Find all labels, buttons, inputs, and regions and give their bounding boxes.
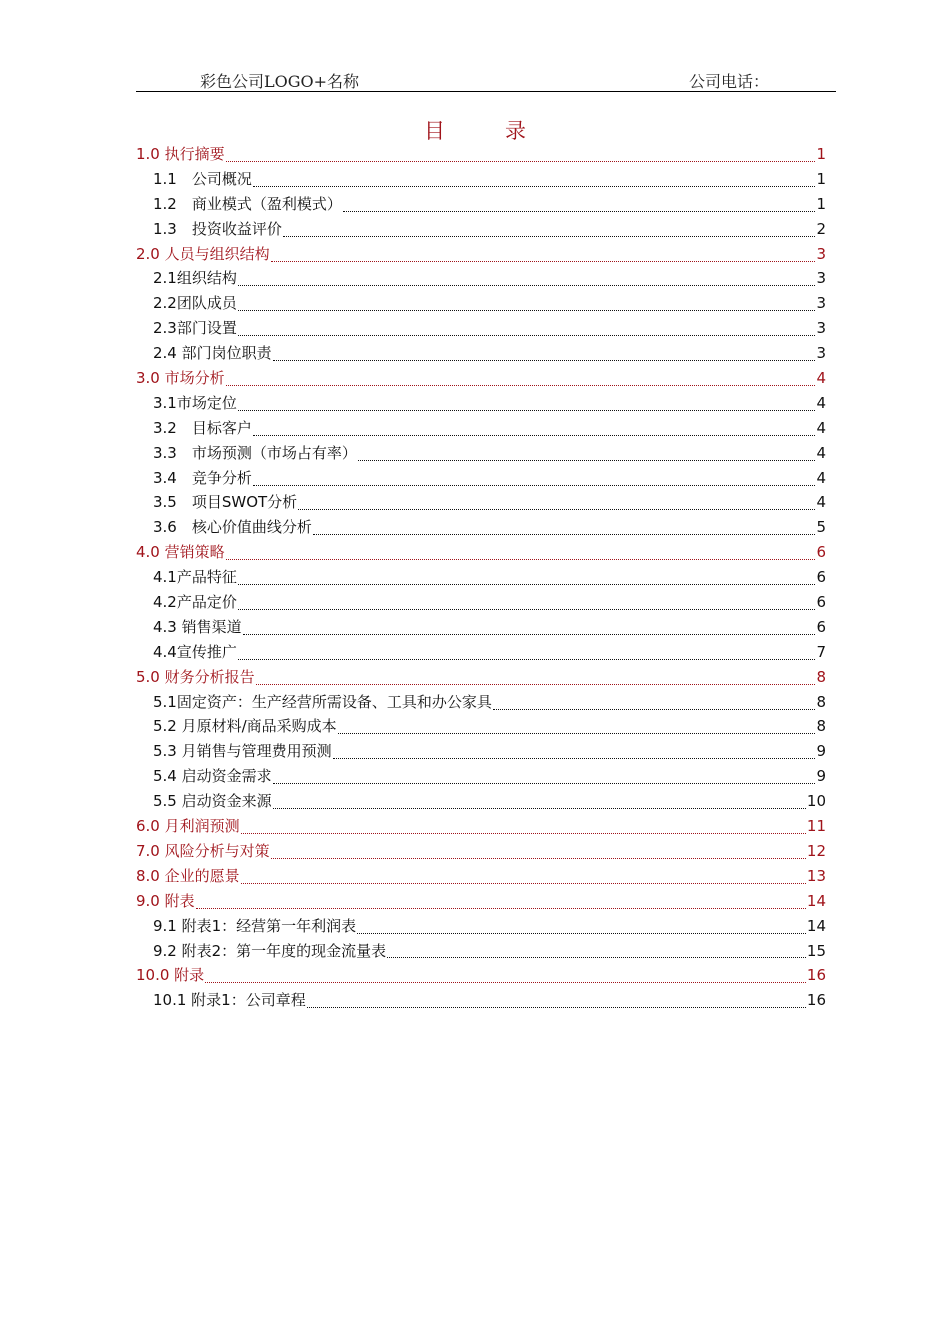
toc-entry-section[interactable]	[136, 416, 826, 441]
toc-entry-page-number: 13	[806, 866, 826, 885]
toc-entry-chapter[interactable]	[136, 665, 826, 690]
toc-entry-section[interactable]	[136, 988, 826, 1013]
toc-entry-label: 3.1市场定位	[153, 393, 237, 412]
toc-entry-chapter[interactable]	[136, 963, 826, 988]
toc-leader-dots	[238, 285, 816, 286]
toc-entry-section[interactable]	[136, 217, 826, 242]
toc-entry-label: 5.3 月销售与管理费用预测	[153, 742, 332, 761]
toc-entry-section[interactable]	[136, 291, 826, 316]
toc-entry-label: 7.0 风险分析与对策	[136, 841, 270, 860]
toc-entry-page-number: 15	[806, 941, 826, 960]
toc-entry-label: 9.2 附表2：第一年度的现金流量表	[153, 941, 387, 960]
toc-entry-label: 3.0 市场分析	[136, 369, 225, 388]
toc-leader-dots	[226, 559, 816, 560]
toc-entry-label: 5.2 月原材料/商品采购成本	[153, 717, 337, 736]
toc-entry-label: 5.1固定资产：生产经营所需设备、工具和办公家具	[153, 692, 492, 711]
toc-leader-dots	[226, 161, 816, 162]
toc-entry-page-number: 1	[816, 194, 826, 213]
toc-entry-page-number: 3	[816, 269, 826, 288]
toc-entry-label: 5.4 启动资金需求	[153, 767, 272, 786]
toc-entry-chapter[interactable]	[136, 540, 826, 565]
toc-entry-label: 6.0 月利润预测	[136, 817, 240, 836]
toc-entry-label: 2.2团队成员	[153, 294, 237, 313]
toc-entry-section[interactable]	[136, 914, 826, 939]
toc-entry-section[interactable]	[136, 764, 826, 789]
toc-entry-chapter[interactable]	[136, 366, 826, 391]
toc-entry-page-number: 4	[816, 493, 826, 512]
toc-title: 目录	[424, 119, 586, 143]
toc-leader-dots	[196, 908, 806, 909]
toc-entry-label: 1.3 投资收益评价	[153, 219, 282, 238]
toc-leader-dots	[273, 360, 816, 361]
toc-leader-dots	[241, 833, 806, 834]
toc-entry-section[interactable]	[136, 266, 826, 291]
toc-entry-label: 1.0 执行摘要	[136, 145, 225, 163]
toc-leader-dots	[358, 460, 816, 461]
toc-entry-chapter[interactable]	[136, 814, 826, 839]
toc-leader-dots	[238, 659, 816, 660]
toc-entry-section[interactable]	[136, 341, 826, 366]
toc-entry-label: 5.0 财务分析报告	[136, 667, 255, 686]
toc-entry-section[interactable]	[136, 391, 826, 416]
toc-entry-page-number: 7	[816, 642, 826, 661]
toc-entry-page-number: 6	[816, 543, 826, 562]
toc-leader-dots	[298, 509, 815, 510]
toc-entry-page-number: 10	[806, 792, 826, 811]
toc-entry-label: 9.0 附表	[136, 891, 195, 910]
toc-entry-page-number: 16	[806, 966, 826, 985]
toc-entry-page-number: 14	[806, 891, 826, 910]
toc-leader-dots	[333, 758, 816, 759]
toc-leader-dots	[238, 410, 816, 411]
toc-entry-label: 8.0 企业的愿景	[136, 866, 240, 885]
toc-entry-label: 3.3 市场预测（市场占有率）	[153, 443, 357, 462]
toc-leader-dots	[271, 858, 806, 859]
toc-entry-label: 9.1 附表1：经营第一年利润表	[153, 916, 357, 935]
toc-entry-page-number: 1	[816, 145, 826, 163]
toc-entry-chapter[interactable]	[136, 839, 826, 864]
toc-leader-dots	[256, 684, 816, 685]
toc-entry-section[interactable]	[136, 316, 826, 341]
toc-entry-section[interactable]	[136, 466, 826, 491]
toc-leader-dots	[273, 808, 806, 809]
toc-entry-label: 1.1 公司概况	[153, 169, 252, 188]
toc-entry-chapter[interactable]	[136, 142, 826, 167]
toc-entry-chapter[interactable]	[136, 889, 826, 914]
toc-leader-dots	[338, 733, 816, 734]
toc-entry-section[interactable]	[136, 565, 826, 590]
toc-leader-dots	[243, 634, 816, 635]
toc-entry-page-number: 1	[816, 169, 826, 188]
toc-entry-label: 3.6 核心价值曲线分析	[153, 518, 312, 537]
toc-leader-dots	[253, 435, 816, 436]
toc-entry-page-number: 4	[816, 468, 826, 487]
toc-entry-label: 2.3部门设置	[153, 319, 237, 338]
toc-entry-label: 10.1 附录1：公司章程	[153, 991, 306, 1010]
toc-entry-page-number: 11	[806, 817, 826, 836]
toc-leader-dots	[238, 584, 816, 585]
toc-leader-dots	[226, 385, 816, 386]
toc-entry-page-number: 3	[816, 344, 826, 363]
company-phone-label: 公司电话：	[689, 72, 770, 91]
toc-leader-dots	[241, 883, 806, 884]
toc-entry-label: 4.3 销售渠道	[153, 617, 242, 636]
toc-entry-page-number: 4	[816, 418, 826, 437]
page-header	[136, 66, 836, 92]
toc-leader-dots	[253, 186, 816, 187]
toc-entry-page-number: 5	[816, 518, 826, 537]
toc-entry-page-number: 3	[816, 294, 826, 313]
toc-entry-page-number: 8	[816, 692, 826, 711]
toc-leader-dots	[313, 534, 816, 535]
toc-entry-page-number: 3	[816, 319, 826, 338]
toc-leader-dots	[238, 335, 816, 336]
toc-entry-label: 1.2 商业模式（盈利模式）	[153, 194, 342, 213]
toc-leader-dots	[205, 982, 806, 983]
toc-entry-page-number: 8	[816, 717, 826, 736]
toc-entry-label: 10.0 附录	[136, 966, 205, 985]
toc-entry-section[interactable]	[136, 515, 826, 540]
toc-entry-page-number: 4	[816, 443, 826, 462]
toc-entry-page-number: 4	[816, 369, 826, 388]
toc-entry-section[interactable]	[136, 789, 826, 814]
toc-entry-section[interactable]	[136, 714, 826, 739]
toc-entry-label: 3.5 项目SWOT分析	[153, 493, 298, 512]
toc-entry-section[interactable]	[136, 167, 826, 192]
toc-entry-section[interactable]	[136, 490, 826, 515]
toc-leader-dots	[238, 310, 816, 311]
toc-entry-label: 2.4 部门岗位职责	[153, 344, 272, 363]
toc-entry-section[interactable]	[136, 739, 826, 764]
toc-entry-page-number: 14	[806, 916, 826, 935]
toc-entry-label: 4.0 营销策略	[136, 543, 225, 562]
toc-leader-dots	[307, 1007, 806, 1008]
toc-entry-page-number: 6	[816, 593, 826, 612]
toc-leader-dots	[357, 933, 806, 934]
toc-entry-page-number: 12	[806, 841, 826, 860]
toc-entry-label: 3.4 竞争分析	[153, 468, 252, 487]
toc-entry-section[interactable]	[136, 939, 826, 964]
toc-entry-page-number: 6	[816, 617, 826, 636]
toc-leader-dots	[238, 609, 816, 610]
toc-entry-label: 4.4宣传推广	[153, 642, 237, 661]
toc-entry-label: 5.5 启动资金来源	[153, 792, 272, 811]
toc-entry-page-number: 9	[816, 767, 826, 786]
toc-entry-page-number: 4	[816, 393, 826, 412]
toc-entry-label: 3.2 目标客户	[153, 418, 252, 437]
toc-leader-dots	[493, 709, 816, 710]
table-of-contents	[136, 142, 826, 1013]
toc-entry-page-number: 2	[816, 219, 826, 238]
toc-entry-page-number: 6	[816, 568, 826, 587]
toc-entry-section[interactable]	[136, 615, 826, 640]
toc-entry-page-number: 16	[806, 991, 826, 1010]
toc-entry-chapter[interactable]	[136, 242, 826, 267]
toc-entry-page-number: 8	[816, 667, 826, 686]
toc-entry-label: 2.1组织结构	[153, 269, 237, 288]
toc-entry-section[interactable]	[136, 690, 826, 715]
toc-entry-label: 2.0 人员与组织结构	[136, 244, 270, 263]
toc-entry-label: 4.1产品特征	[153, 568, 237, 587]
toc-leader-dots	[283, 236, 816, 237]
toc-leader-dots	[343, 211, 816, 212]
toc-entry-section[interactable]	[136, 640, 826, 665]
toc-entry-page-number: 3	[816, 244, 826, 263]
toc-leader-dots	[387, 957, 806, 958]
toc-leader-dots	[253, 485, 816, 486]
toc-entry-chapter[interactable]	[136, 864, 826, 889]
toc-entry-section[interactable]	[136, 590, 826, 615]
toc-leader-dots	[273, 783, 816, 784]
toc-entry-label: 4.2产品定价	[153, 593, 237, 612]
company-logo-name: 彩色公司LOGO+名称	[200, 72, 360, 91]
toc-entry-section[interactable]	[136, 192, 826, 217]
toc-leader-dots	[271, 261, 816, 262]
toc-entry-section[interactable]	[136, 441, 826, 466]
toc-entry-page-number: 9	[816, 742, 826, 761]
